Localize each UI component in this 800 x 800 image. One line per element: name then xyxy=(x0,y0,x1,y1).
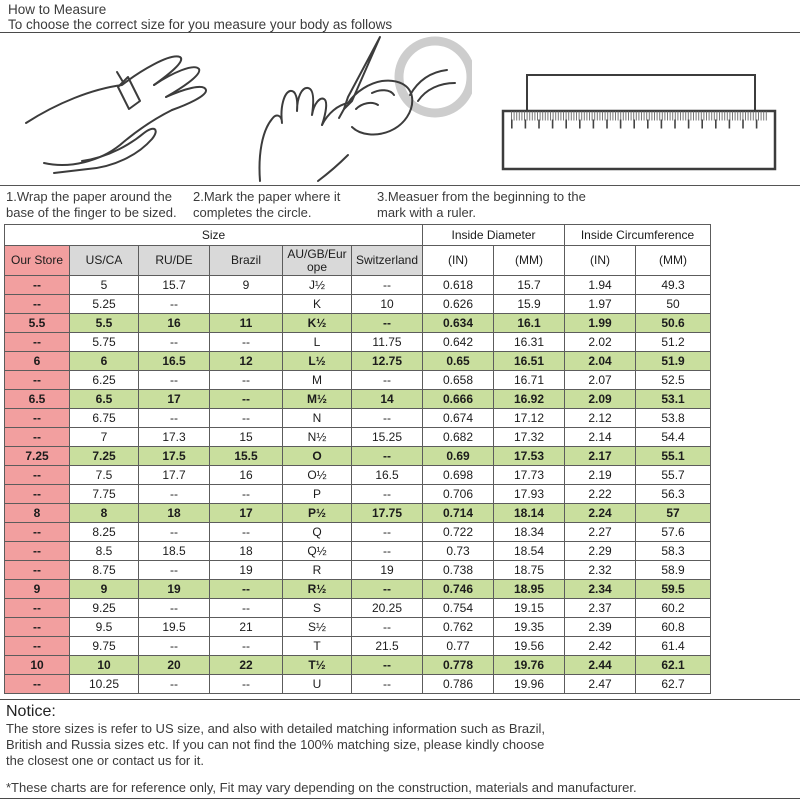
notice-section xyxy=(0,699,800,799)
size-cell: -- xyxy=(210,485,283,504)
notice-line-3: the closest one or contact us for it. xyxy=(6,753,204,768)
size-cell: 7.25 xyxy=(70,447,139,466)
size-cell: -- xyxy=(139,599,210,618)
size-cell: 19 xyxy=(139,580,210,599)
size-cell: -- xyxy=(352,314,423,333)
store-size-cell: -- xyxy=(5,542,70,561)
size-cell: -- xyxy=(139,295,210,314)
pen-mark-illustration xyxy=(252,35,472,183)
size-cell: 7.5 xyxy=(70,466,139,485)
store-size-cell: 6 xyxy=(5,352,70,371)
size-cell: 6.5 xyxy=(70,390,139,409)
size-cell: -- xyxy=(352,447,423,466)
size-cell: 11 xyxy=(210,314,283,333)
size-cell: 17.5 xyxy=(139,447,210,466)
size-cell: 21 xyxy=(210,618,283,637)
table-row xyxy=(5,466,711,485)
size-cell: 16 xyxy=(139,314,210,333)
size-cell: 16.1 xyxy=(494,314,565,333)
size-cell: 19.5 xyxy=(139,618,210,637)
table-row xyxy=(5,561,711,580)
size-cell: -- xyxy=(139,485,210,504)
size-cell: -- xyxy=(210,371,283,390)
size-cell: 15.9 xyxy=(494,295,565,314)
size-cell: 2.07 xyxy=(565,371,636,390)
size-cell: -- xyxy=(352,580,423,599)
store-size-cell: -- xyxy=(5,523,70,542)
size-cell: 15.7 xyxy=(139,276,210,295)
size-cell: 2.34 xyxy=(565,580,636,599)
size-cell: 2.32 xyxy=(565,561,636,580)
size-cell: L xyxy=(283,333,352,352)
table-row xyxy=(5,523,711,542)
store-size-cell: -- xyxy=(5,295,70,314)
store-size-cell: 9 xyxy=(5,580,70,599)
table-row xyxy=(5,542,711,561)
notice-title: Notice: xyxy=(6,703,56,720)
ring-size-table xyxy=(4,224,711,694)
size-cell: J½ xyxy=(283,276,352,295)
store-size-cell: -- xyxy=(5,485,70,504)
table-column-header-row xyxy=(5,246,711,276)
size-cell: 10 xyxy=(70,656,139,675)
size-cell: 51.2 xyxy=(636,333,711,352)
size-cell: 17.3 xyxy=(139,428,210,447)
size-cell: 0.65 xyxy=(423,352,494,371)
size-cell: 16.92 xyxy=(494,390,565,409)
size-cell: 7 xyxy=(70,428,139,447)
size-cell: 22 xyxy=(210,656,283,675)
size-cell: 12.75 xyxy=(352,352,423,371)
size-cell: 12 xyxy=(210,352,283,371)
size-cell: 0.738 xyxy=(423,561,494,580)
size-cell: K½ xyxy=(283,314,352,333)
size-cell: 19.15 xyxy=(494,599,565,618)
size-cell: 0.69 xyxy=(423,447,494,466)
size-cell: 5.25 xyxy=(70,295,139,314)
table-row xyxy=(5,656,711,675)
size-cell: 0.674 xyxy=(423,409,494,428)
size-cell: 61.4 xyxy=(636,637,711,656)
store-size-cell: -- xyxy=(5,428,70,447)
store-size-cell: 5.5 xyxy=(5,314,70,333)
size-cell: -- xyxy=(352,276,423,295)
size-cell: 53.8 xyxy=(636,409,711,428)
table-row xyxy=(5,333,711,352)
size-cell: M xyxy=(283,371,352,390)
size-cell: -- xyxy=(352,542,423,561)
size-cell: 8.75 xyxy=(70,561,139,580)
instruction-step-3: 3.Measuer from the beginning to the mark with a ruler. xyxy=(377,189,586,220)
size-cell: 16.5 xyxy=(139,352,210,371)
size-cell: 0.722 xyxy=(423,523,494,542)
table-row xyxy=(5,276,711,295)
store-size-cell: -- xyxy=(5,466,70,485)
size-cell: 55.1 xyxy=(636,447,711,466)
table-group-header-row xyxy=(5,225,711,246)
size-cell: 16.71 xyxy=(494,371,565,390)
size-cell: 0.762 xyxy=(423,618,494,637)
table-row xyxy=(5,352,711,371)
size-cell: 2.12 xyxy=(565,409,636,428)
store-size-cell: -- xyxy=(5,599,70,618)
size-cell: 59.5 xyxy=(636,580,711,599)
size-cell: 19.76 xyxy=(494,656,565,675)
size-cell: Q xyxy=(283,523,352,542)
title-block xyxy=(0,2,800,32)
table-row xyxy=(5,637,711,656)
size-table-body xyxy=(5,276,711,694)
store-size-cell: 10 xyxy=(5,656,70,675)
size-cell: 62.1 xyxy=(636,656,711,675)
size-cell: L½ xyxy=(283,352,352,371)
size-cell: -- xyxy=(210,333,283,352)
column-header-ru-de: RU/DE xyxy=(139,246,210,276)
size-cell: 2.47 xyxy=(565,675,636,694)
size-cell: 17 xyxy=(210,504,283,523)
size-cell: 5.75 xyxy=(70,333,139,352)
size-cell: 8.25 xyxy=(70,523,139,542)
size-cell: 0.642 xyxy=(423,333,494,352)
size-cell: 2.04 xyxy=(565,352,636,371)
size-cell: 17.93 xyxy=(494,485,565,504)
size-cell: 49.3 xyxy=(636,276,711,295)
table-row xyxy=(5,295,711,314)
store-size-cell: -- xyxy=(5,618,70,637)
size-cell: 2.29 xyxy=(565,542,636,561)
column-header-us-ca: US/CA xyxy=(70,246,139,276)
size-cell: 0.658 xyxy=(423,371,494,390)
size-cell: R½ xyxy=(283,580,352,599)
size-cell: 51.9 xyxy=(636,352,711,371)
size-cell: 0.73 xyxy=(423,542,494,561)
column-header-diameter-mm: (MM) xyxy=(494,246,565,276)
size-cell: 2.09 xyxy=(565,390,636,409)
table-row xyxy=(5,485,711,504)
size-cell: -- xyxy=(210,637,283,656)
size-cell: Q½ xyxy=(283,542,352,561)
size-cell: 15.25 xyxy=(352,428,423,447)
size-cell: 2.19 xyxy=(565,466,636,485)
size-cell: 17.7 xyxy=(139,466,210,485)
size-cell: 56.3 xyxy=(636,485,711,504)
size-cell: 6 xyxy=(70,352,139,371)
size-cell: 7.75 xyxy=(70,485,139,504)
size-cell: 2.27 xyxy=(565,523,636,542)
size-cell: 58.3 xyxy=(636,542,711,561)
size-cell: 50.6 xyxy=(636,314,711,333)
size-cell: 19.96 xyxy=(494,675,565,694)
size-cell: 0.754 xyxy=(423,599,494,618)
size-cell: 9.75 xyxy=(70,637,139,656)
size-cell: 2.39 xyxy=(565,618,636,637)
size-cell: -- xyxy=(352,656,423,675)
size-cell: P xyxy=(283,485,352,504)
size-cell: 8 xyxy=(70,504,139,523)
size-cell: 0.77 xyxy=(423,637,494,656)
illustrations-row xyxy=(0,33,800,185)
size-cell: 2.22 xyxy=(565,485,636,504)
size-cell: 0.698 xyxy=(423,466,494,485)
size-cell: 21.5 xyxy=(352,637,423,656)
column-header-brazil: Brazil xyxy=(210,246,283,276)
size-cell: T½ xyxy=(283,656,352,675)
size-cell: 20.25 xyxy=(352,599,423,618)
group-header-size: Size xyxy=(5,225,423,246)
size-cell: 52.5 xyxy=(636,371,711,390)
size-cell: 2.37 xyxy=(565,599,636,618)
size-cell: 1.97 xyxy=(565,295,636,314)
size-cell: -- xyxy=(139,409,210,428)
size-cell: 1.99 xyxy=(565,314,636,333)
size-cell: 17.12 xyxy=(494,409,565,428)
hand-paper-wrap-illustration xyxy=(22,45,237,180)
size-cell: 16.51 xyxy=(494,352,565,371)
size-cell: -- xyxy=(210,523,283,542)
reference-footnote: *These charts are for reference only, Fit may vary depending on the construction, materials and manufacturer. xyxy=(6,780,637,795)
size-cell: 10.25 xyxy=(70,675,139,694)
size-cell: 9.25 xyxy=(70,599,139,618)
size-cell: -- xyxy=(352,675,423,694)
group-header-inside-diameter: Inside Diameter xyxy=(423,225,565,246)
size-cell: 18.5 xyxy=(139,542,210,561)
store-size-cell: 6.5 xyxy=(5,390,70,409)
size-cell: 2.02 xyxy=(565,333,636,352)
size-cell: 9.5 xyxy=(70,618,139,637)
size-cell: -- xyxy=(210,390,283,409)
table-row xyxy=(5,409,711,428)
column-header-circumference-in: (IN) xyxy=(565,246,636,276)
table-row xyxy=(5,447,711,466)
table-row xyxy=(5,371,711,390)
size-cell: -- xyxy=(210,675,283,694)
column-header-circumference-mm: (MM) xyxy=(636,246,711,276)
size-cell: 2.14 xyxy=(565,428,636,447)
group-header-inside-circumference: Inside Circumference xyxy=(565,225,711,246)
size-cell: -- xyxy=(139,371,210,390)
size-cell: M½ xyxy=(283,390,352,409)
store-size-cell: -- xyxy=(5,276,70,295)
size-cell: -- xyxy=(352,371,423,390)
size-cell: 8.5 xyxy=(70,542,139,561)
size-cell: 18.75 xyxy=(494,561,565,580)
size-cell: 2.24 xyxy=(565,504,636,523)
size-cell: 16.5 xyxy=(352,466,423,485)
size-cell: -- xyxy=(139,333,210,352)
size-cell: 2.17 xyxy=(565,447,636,466)
size-cell: 60.8 xyxy=(636,618,711,637)
size-cell: 19 xyxy=(352,561,423,580)
size-cell: 18.34 xyxy=(494,523,565,542)
size-cell: T xyxy=(283,637,352,656)
size-cell: 9 xyxy=(70,580,139,599)
instruction-step-1: 1.Wrap the paper around the base of the finger to be sized. xyxy=(6,189,177,220)
page-title: How to Measure xyxy=(8,2,107,17)
size-cell: 15.5 xyxy=(210,447,283,466)
size-cell: 0.786 xyxy=(423,675,494,694)
size-cell: -- xyxy=(352,409,423,428)
size-cell: S xyxy=(283,599,352,618)
instructions-row xyxy=(0,186,800,224)
size-cell: R xyxy=(283,561,352,580)
size-cell: 57.6 xyxy=(636,523,711,542)
size-cell: -- xyxy=(210,409,283,428)
size-cell: N½ xyxy=(283,428,352,447)
divider-bottom xyxy=(0,798,800,799)
size-cell: 18 xyxy=(139,504,210,523)
size-cell: 17.53 xyxy=(494,447,565,466)
size-cell: 17.32 xyxy=(494,428,565,447)
size-cell: 1.94 xyxy=(565,276,636,295)
size-cell xyxy=(210,295,283,314)
size-cell: 6.25 xyxy=(70,371,139,390)
size-cell: -- xyxy=(352,618,423,637)
table-row xyxy=(5,428,711,447)
size-cell: -- xyxy=(210,580,283,599)
size-cell: 50 xyxy=(636,295,711,314)
size-cell: 0.714 xyxy=(423,504,494,523)
size-cell: P½ xyxy=(283,504,352,523)
size-cell: 0.666 xyxy=(423,390,494,409)
notice-line-2: British and Russia sizes etc. If you can not find the 100% matching size, please kindly choose xyxy=(6,737,545,752)
table-row xyxy=(5,314,711,333)
size-cell: 5.5 xyxy=(70,314,139,333)
size-cell: -- xyxy=(139,523,210,542)
table-row xyxy=(5,504,711,523)
size-cell: 14 xyxy=(352,390,423,409)
size-cell: 0.778 xyxy=(423,656,494,675)
size-cell: 55.7 xyxy=(636,466,711,485)
size-cell: 0.682 xyxy=(423,428,494,447)
size-cell: -- xyxy=(139,561,210,580)
size-cell: O xyxy=(283,447,352,466)
size-cell: 17.75 xyxy=(352,504,423,523)
size-cell: 17 xyxy=(139,390,210,409)
size-cell: 11.75 xyxy=(352,333,423,352)
size-cell: 0.706 xyxy=(423,485,494,504)
store-size-cell: -- xyxy=(5,371,70,390)
store-size-cell: -- xyxy=(5,561,70,580)
table-row xyxy=(5,390,711,409)
column-header-our-store: Our Store xyxy=(5,246,70,276)
size-cell: 15.7 xyxy=(494,276,565,295)
size-cell: 16 xyxy=(210,466,283,485)
size-cell: -- xyxy=(352,485,423,504)
size-cell: -- xyxy=(210,599,283,618)
size-cell: S½ xyxy=(283,618,352,637)
store-size-cell: -- xyxy=(5,409,70,428)
size-cell: 16.31 xyxy=(494,333,565,352)
table-row xyxy=(5,618,711,637)
size-cell: 2.42 xyxy=(565,637,636,656)
size-cell: N xyxy=(283,409,352,428)
store-size-cell: -- xyxy=(5,333,70,352)
size-cell: -- xyxy=(139,675,210,694)
store-size-cell: 8 xyxy=(5,504,70,523)
size-cell: O½ xyxy=(283,466,352,485)
size-cell: 5 xyxy=(70,276,139,295)
size-cell: 57 xyxy=(636,504,711,523)
store-size-cell: 7.25 xyxy=(5,447,70,466)
size-cell: 2.44 xyxy=(565,656,636,675)
column-header-au-gb-europe: AU/GB/Europe xyxy=(283,246,352,276)
size-cell: 10 xyxy=(352,295,423,314)
size-cell: 20 xyxy=(139,656,210,675)
size-cell: 19.56 xyxy=(494,637,565,656)
size-cell: 15 xyxy=(210,428,283,447)
size-cell: K xyxy=(283,295,352,314)
column-header-switzerland: Switzerland xyxy=(352,246,423,276)
size-cell: 53.1 xyxy=(636,390,711,409)
size-cell: 18.54 xyxy=(494,542,565,561)
notice-line-1: The store sizes is refer to US size, and also with detailed matching information such as Brazil, xyxy=(6,721,546,736)
size-cell: 19 xyxy=(210,561,283,580)
table-row xyxy=(5,675,711,694)
store-size-cell: -- xyxy=(5,675,70,694)
size-cell: 0.626 xyxy=(423,295,494,314)
size-cell: 18 xyxy=(210,542,283,561)
size-cell: 0.618 xyxy=(423,276,494,295)
table-row xyxy=(5,599,711,618)
size-cell: 18.95 xyxy=(494,580,565,599)
size-cell: -- xyxy=(139,637,210,656)
ruler-illustration xyxy=(497,67,787,175)
size-cell: 18.14 xyxy=(494,504,565,523)
page-subtitle: To choose the correct size for you measure your body as follows xyxy=(8,17,393,32)
size-cell: -- xyxy=(352,523,423,542)
size-cell: 60.2 xyxy=(636,599,711,618)
size-cell: 19.35 xyxy=(494,618,565,637)
size-cell: 58.9 xyxy=(636,561,711,580)
size-cell: 9 xyxy=(210,276,283,295)
instruction-step-2: 2.Mark the paper where it completes the circle. xyxy=(193,189,341,220)
size-cell: 54.4 xyxy=(636,428,711,447)
divider-notice xyxy=(0,699,800,700)
table-row xyxy=(5,580,711,599)
size-cell: 62.7 xyxy=(636,675,711,694)
size-cell: 0.746 xyxy=(423,580,494,599)
size-cell: 0.634 xyxy=(423,314,494,333)
column-header-diameter-in: (IN) xyxy=(423,246,494,276)
size-cell: 6.75 xyxy=(70,409,139,428)
size-cell: U xyxy=(283,675,352,694)
magnifier-circle-icon xyxy=(399,41,471,113)
size-cell: 17.73 xyxy=(494,466,565,485)
store-size-cell: -- xyxy=(5,637,70,656)
